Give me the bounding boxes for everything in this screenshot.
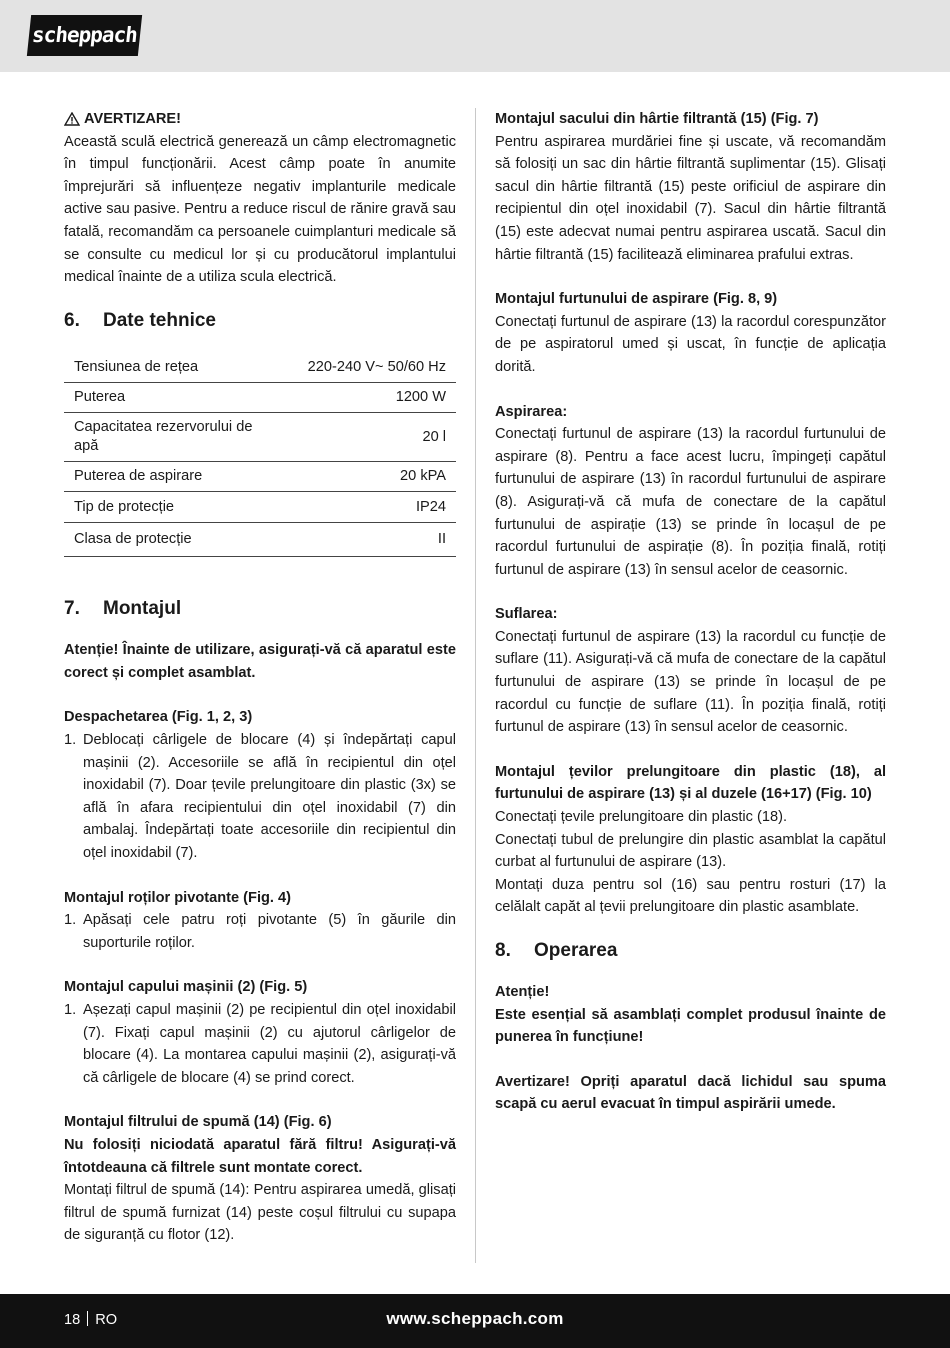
table-row xyxy=(64,353,456,383)
tubes-heading: Montajul țevilor prelungitoare din plastic (18), al furtunului de aspirare (13) și al duzele (16+17) (Fig. 10) xyxy=(495,763,886,803)
footer-band xyxy=(0,1294,950,1348)
page-number: 18 xyxy=(64,1312,81,1328)
filter-bag-text: Pentru aspirarea murdăriei fine și uscate, vă recomandăm să folosiți un sac din hârtie filtrantă suplimentar (15). Glisați sacul din hârtie filtrantă (15) peste orificiul de aspirare din recipientul din oțel inoxidabil (7). Sacul din hârtie filtrantă (15) este adecvat numai pentru aspirarea uscată. Sacul din hârtie filtrantă (15) facilitează eliminarea prafului extras. xyxy=(495,133,886,263)
section-6-number: 6. xyxy=(64,309,80,331)
hose-heading: Montajul furtunului de aspirare (Fig. 8, 9) xyxy=(495,291,778,308)
warning-triangle-icon xyxy=(64,112,80,126)
table-row xyxy=(64,383,456,413)
technical-data-table xyxy=(64,353,456,558)
warning-heading xyxy=(64,108,456,131)
section-7-heading xyxy=(64,597,456,621)
tech-value: 1200 W xyxy=(264,383,456,413)
section-7-title: Montajul xyxy=(103,598,182,620)
tech-value: 20 kPA xyxy=(264,462,456,492)
tech-label: Clasa de protecție xyxy=(64,523,264,557)
list-index: 1. xyxy=(64,1001,77,1018)
language-code: RO xyxy=(95,1312,118,1328)
section-8-heading xyxy=(495,939,886,963)
tubes-line-3: Montați duza pentru sol (16) sau pentru rosturi (17) la celălalt capăt al țevii prelungitoare din plastic asamblate. xyxy=(495,876,886,916)
column-divider xyxy=(475,108,476,1263)
tech-label: Puterea xyxy=(64,383,264,413)
table-row xyxy=(64,462,456,492)
foam-filter-heading: Montajul filtrului de spumă (14) (Fig. 6) xyxy=(64,1114,332,1131)
tech-label: Tensiunea de rețea xyxy=(64,353,264,383)
blow-text: Conectați furtunul de aspirare (13) la racordul cu funcție de suflare (11). Asigurați-vă că mufa de conectare de la capătul furtunului de aspirare (13) se prinde în locașul de pe racordul cu funcție de suflare (11). În poziția finală, rotiți furtunul de aspirare (13) în sensul acelor de ceasornic. xyxy=(495,628,886,736)
list-item xyxy=(64,729,456,865)
list-index: 1. xyxy=(64,732,77,749)
unpack-heading: Despachetarea (Fig. 1, 2, 3) xyxy=(64,709,253,726)
foam-filter-warning: Nu folosiți niciodată aparatul fără filtru! Asigurați-vă întotdeauna că filtrele sunt montate corect. xyxy=(64,1136,456,1176)
list-item xyxy=(64,909,456,954)
tech-value: IP24 xyxy=(264,492,456,523)
tech-label: Capacitatea rezervorului de apă xyxy=(64,413,264,462)
table-row xyxy=(64,523,456,557)
list-item xyxy=(64,999,456,1089)
section-6-heading xyxy=(64,309,456,333)
tubes-line-2: Conectați tubul de prelungire din plastic asamblat la capătul curbat al furtunului de aspirare (13). xyxy=(495,831,886,871)
suction-heading: Aspirarea: xyxy=(495,403,568,420)
tech-label: Puterea de aspirare xyxy=(64,462,264,492)
blow-heading: Suflarea: xyxy=(495,606,558,623)
assembly-attention: Atenție! Înainte de utilizare, asigurați-vă că aparatul este corect și complet asamblat. xyxy=(64,642,456,681)
section-6-title: Date tehnice xyxy=(103,309,216,331)
tech-value: 220-240 V~ 50/60 Hz xyxy=(264,353,456,383)
unpack-text: Deblocați cârligele de blocare (4) și îndepărtați capul mașinii (2). Accesoriile se află în recipientul din oțel inoxidabil (7). Doar țevile prelungitoare din plastic (3x) se află în afara recipientului din oțel inoxidabil (7) din ambalaj. Îndepărtați toate accesoriile din recipientul din oțel inoxidabil (7). xyxy=(83,732,456,861)
scheppach-logo: scheppach xyxy=(27,15,142,56)
right-column xyxy=(495,108,886,1116)
warning-text: Această sculă electrică generează un câmp electromagnetic în timpul funcționării. Acest câmp poate în anumite împrejurări să influențeze negativ implanturile medicale active sau pasive. Pentru a reduce riscul de rănire gravă sau fatală, recomandăm ca persoanele cuimplanturi medicale să se consulte cu medicul lor și cu producătorul implantului medical înainte de a utiliza scula electrică. xyxy=(64,133,456,286)
header-band xyxy=(0,0,950,72)
head-text: Așezați capul mașinii (2) pe recipientul din oțel inoxidabil (7). Fixați capul mașinii (2) cu ajutorul cârligelor de blocare (4). La montarea capului mașinii (2), asigurați-vă că cârligele de blocare (4) se prind corect. xyxy=(83,1001,456,1086)
wheels-text: Apăsați cele patru roți pivotante (5) în găurile din suporturile roților. xyxy=(83,912,456,951)
website-url: www.scheppach.com xyxy=(386,1309,564,1328)
tech-value: 20 l xyxy=(264,413,456,462)
head-heading: Montajul capului mașinii (2) (Fig. 5) xyxy=(64,979,308,996)
table-row xyxy=(64,492,456,523)
section-8-title: Operarea xyxy=(534,940,618,961)
hose-text: Conectați furtunul de aspirare (13) la racordul corespunzător de pe aspiratorul umed și uscat, în funcție de aplicația dorită. xyxy=(495,313,886,375)
foam-filter-text: Montați filtrul de spumă (14): Pentru aspirarea umedă, glisați filtrul de spumă furnizat (14) peste coșul filtrului cu supapa de siguranță cu flotor (12). xyxy=(64,1182,456,1244)
warning-title: AVERTIZARE! xyxy=(84,111,182,127)
tech-value: II xyxy=(264,523,456,557)
operation-attention: Atenție! xyxy=(495,984,550,1000)
tech-label: Tip de protecție xyxy=(64,492,264,523)
filter-bag-heading: Montajul sacului din hârtie filtrantă (15) (Fig. 7) xyxy=(495,111,819,127)
operation-warning: Avertizare! Opriți aparatul dacă lichidul sau spuma scapă cu aerul evacuat în timpul aspirării umede. xyxy=(495,1073,886,1113)
section-7-number: 7. xyxy=(64,598,80,620)
suction-text: Conectați furtunul de aspirare (13) la racordul furtunului de aspirare (8). Pentru a face acest lucru, împingeți capătul furtunului de aspirare (13) în racordul furtunului de aspirare (8). Asigurați-vă că mufa de conectare de la capătul furtunului de aspirație (13) se prinde în locașul de pe racordul furtunului de aspirație (8). În poziția finală, rotiți furtunul de aspirare (13) în sensul acelor de ceasornic. xyxy=(495,426,886,578)
section-8-number: 8. xyxy=(495,940,511,961)
tubes-line-1: Conectați țevile prelungitoare din plastic (18). xyxy=(495,809,788,826)
list-index: 1. xyxy=(64,912,77,929)
wheels-heading: Montajul roților pivotante (Fig. 4) xyxy=(64,889,292,906)
left-column xyxy=(64,108,456,1247)
table-row xyxy=(64,413,456,462)
operation-attention-text: Este esențial să asamblați complet produsul înainte de punerea în funcțiune! xyxy=(495,1006,886,1046)
